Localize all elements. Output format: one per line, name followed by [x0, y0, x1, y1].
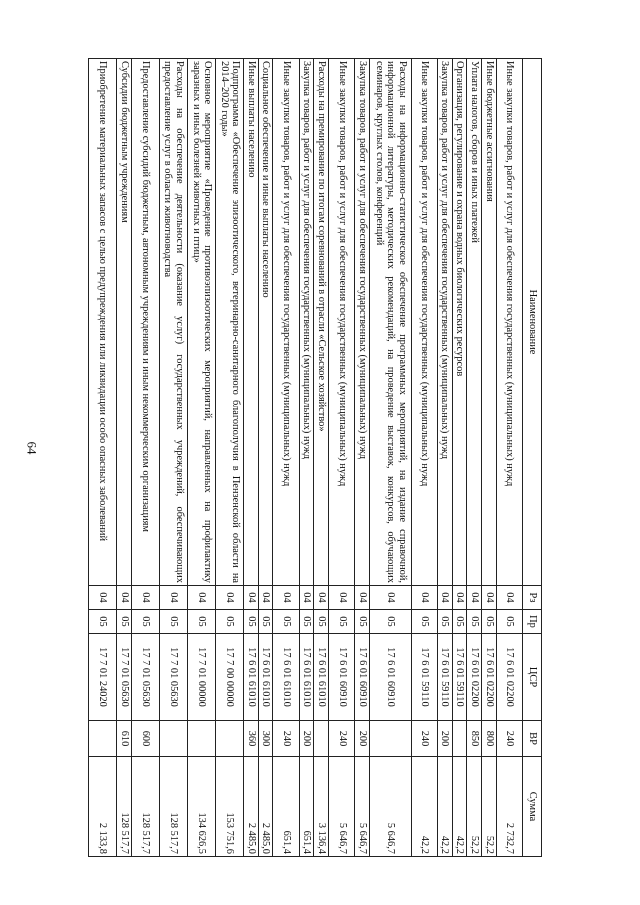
table-row: [89, 59, 117, 857]
cell-rz: 04: [244, 586, 259, 610]
cell-vr: 200: [355, 721, 370, 757]
cell-rz: 04: [482, 586, 497, 610]
cell-pr: 05: [188, 610, 216, 634]
cell-name: Основное мероприятие «Проведение противоэпизоотических мероприятий, направленных на профилактику заразных и иных болезней животных и птиц»: [188, 59, 216, 586]
cell-rz: 04: [467, 586, 482, 610]
budget-table: [88, 58, 542, 857]
rotated-table-wrapper: [88, 58, 542, 856]
cell-vr: [159, 721, 187, 757]
cell-csr: 17 7 00 00000: [216, 634, 244, 721]
cell-csr: 17 6 01 61010: [273, 634, 299, 721]
cell-sum: 2 485,0: [258, 757, 273, 857]
cell-name: Закупка товаров, работ и услуг для обеспечения государственных (муниципальных) нужд: [355, 59, 370, 586]
cell-pr: 05: [314, 610, 329, 634]
page-number: 64: [24, 441, 40, 455]
cell-name: Расходы на премирование по итогам соревнований в отрасли «Сельское хозяйство»: [314, 59, 329, 586]
cell-csr: 17 6 01 60910: [329, 634, 355, 721]
cell-rz: 04: [89, 586, 117, 610]
cell-rz: 04: [131, 586, 159, 610]
cell-pr: 05: [467, 610, 482, 634]
cell-sum: 128 517,7: [117, 757, 132, 857]
table-row: [131, 59, 159, 857]
cell-pr: 05: [258, 610, 273, 634]
cell-vr: 240: [329, 721, 355, 757]
cell-vr: [370, 721, 411, 757]
cell-csr: 17 7 01 00000: [188, 634, 216, 721]
table-row: [314, 59, 329, 857]
cell-csr: 17 6 01 60910: [370, 634, 411, 721]
cell-vr: 240: [496, 721, 522, 757]
cell-name: Иные бюджетные ассигнования: [482, 59, 497, 586]
cell-csr: 17 6 01 02200: [467, 634, 482, 721]
cell-pr: 05: [299, 610, 314, 634]
cell-csr: 17 6 01 61010: [258, 634, 273, 721]
cell-vr: [216, 721, 244, 757]
cell-pr: 05: [131, 610, 159, 634]
cell-name: Иные закупки товаров, работ и услуг для обеспечения государственных (муниципальных) нужд: [329, 59, 355, 586]
cell-name: Иные выплаты населению: [244, 59, 259, 586]
cell-name: Предоставление субсидий бюджетным, автономным учреждениям и иным некоммерческим организациям: [131, 59, 159, 586]
cell-csr: 17 6 01 61010: [299, 634, 314, 721]
cell-name: Иные закупки товаров, работ и услуг для обеспечения государственных (муниципальных) нужд: [273, 59, 299, 586]
cell-sum: 2 732,7: [496, 757, 522, 857]
cell-sum: 42,2: [411, 757, 437, 857]
header-vr: ВР: [523, 721, 542, 757]
cell-rz: 04: [329, 586, 355, 610]
table-row: [329, 59, 355, 857]
cell-pr: 05: [159, 610, 187, 634]
table-body: [89, 59, 523, 857]
cell-sum: 5 646,7: [370, 757, 411, 857]
cell-rz: 04: [314, 586, 329, 610]
cell-rz: 04: [299, 586, 314, 610]
cell-rz: 04: [355, 586, 370, 610]
cell-pr: 05: [482, 610, 497, 634]
header-pr: Пр: [523, 610, 542, 634]
cell-vr: 600: [131, 721, 159, 757]
cell-sum: 42,2: [437, 757, 452, 857]
cell-vr: 610: [117, 721, 132, 757]
cell-sum: 134 626,5: [188, 757, 216, 857]
table-row: [299, 59, 314, 857]
cell-name: Иные закупки товаров, работ и услуг для обеспечения государственных (муниципальных) нужд: [411, 59, 437, 586]
cell-sum: 2 485,0: [244, 757, 259, 857]
cell-vr: 240: [273, 721, 299, 757]
cell-csr: 17 6 01 60910: [355, 634, 370, 721]
cell-name: Иные закупки товаров, работ и услуг для обеспечения государственных (муниципальных) нужд: [496, 59, 522, 586]
table-row: [273, 59, 299, 857]
cell-vr: 200: [299, 721, 314, 757]
cell-rz: 04: [411, 586, 437, 610]
cell-csr: 17 6 01 02200: [482, 634, 497, 721]
cell-rz: 04: [496, 586, 522, 610]
cell-pr: 05: [370, 610, 411, 634]
cell-vr: 300: [258, 721, 273, 757]
cell-sum: 3 136,4: [314, 757, 329, 857]
table-row: [216, 59, 244, 857]
cell-sum: 128 517,7: [131, 757, 159, 857]
cell-pr: 05: [117, 610, 132, 634]
cell-vr: 800: [482, 721, 497, 757]
cell-pr: 05: [496, 610, 522, 634]
cell-sum: 651,4: [299, 757, 314, 857]
cell-name: Субсидии бюджетным учреждениям: [117, 59, 132, 586]
table-header-row: [523, 59, 542, 857]
cell-name: Социальное обеспечение и иные выплаты населению: [258, 59, 273, 586]
cell-csr: 17 6 01 61010: [244, 634, 259, 721]
cell-csr: 17 7 01 24020: [89, 634, 117, 721]
cell-sum: 5 646,7: [329, 757, 355, 857]
table-row: [496, 59, 522, 857]
cell-pr: 05: [89, 610, 117, 634]
cell-sum: 42,2: [452, 757, 467, 857]
table-row: [117, 59, 132, 857]
table-row: [159, 59, 187, 857]
cell-rz: 04: [159, 586, 187, 610]
cell-name: Подпрограмма «Обеспечение эпизоотического, ветеринарно-санитарного благополучия в Пензенской области на 2014–2020 годы»: [216, 59, 244, 586]
cell-vr: 200: [437, 721, 452, 757]
cell-vr: 240: [411, 721, 437, 757]
cell-rz: 04: [437, 586, 452, 610]
cell-name: Уплата налогов, сборов и иных платежей: [467, 59, 482, 586]
cell-csr: 17 6 01 59110: [411, 634, 437, 721]
table-row: [482, 59, 497, 857]
cell-vr: 850: [467, 721, 482, 757]
cell-rz: 04: [117, 586, 132, 610]
cell-csr: 17 6 01 59110: [437, 634, 452, 721]
header-csr: ЦСР: [523, 634, 542, 721]
table-row: [452, 59, 467, 857]
table-row: [437, 59, 452, 857]
cell-vr: 360: [244, 721, 259, 757]
cell-vr: [89, 721, 117, 757]
cell-csr: 17 6 01 59110: [452, 634, 467, 721]
cell-rz: 04: [370, 586, 411, 610]
cell-pr: 05: [437, 610, 452, 634]
cell-csr: 17 6 01 61010: [314, 634, 329, 721]
cell-pr: 05: [273, 610, 299, 634]
cell-pr: 05: [244, 610, 259, 634]
table-row: [467, 59, 482, 857]
cell-csr: 17 7 01 05630: [131, 634, 159, 721]
cell-pr: 05: [216, 610, 244, 634]
table-row: [244, 59, 259, 857]
table-row: [370, 59, 411, 857]
table-row: [411, 59, 437, 857]
header-sum: Сумма: [523, 757, 542, 857]
table-row: [188, 59, 216, 857]
cell-csr: 17 7 01 05630: [117, 634, 132, 721]
cell-vr: [452, 721, 467, 757]
cell-csr: 17 6 01 02200: [496, 634, 522, 721]
cell-sum: 52,2: [482, 757, 497, 857]
cell-rz: 04: [216, 586, 244, 610]
cell-pr: 05: [329, 610, 355, 634]
header-name: Наименование: [523, 59, 542, 586]
cell-sum: 128 517,7: [159, 757, 187, 857]
cell-rz: 04: [273, 586, 299, 610]
cell-sum: 2 133,8: [89, 757, 117, 857]
cell-pr: 05: [355, 610, 370, 634]
cell-sum: 5 646,7: [355, 757, 370, 857]
cell-pr: 05: [452, 610, 467, 634]
header-rz: Рз: [523, 586, 542, 610]
cell-vr: [188, 721, 216, 757]
cell-csr: 17 7 01 05630: [159, 634, 187, 721]
cell-sum: 153 751,6: [216, 757, 244, 857]
cell-name: Закупка товаров, работ и услуг для обеспечения государственных (муниципальных) нужд: [299, 59, 314, 586]
table-row: [355, 59, 370, 857]
cell-name: Расходы на обеспечение деятельности (оказание услуг) государственных учреждений, обеспечивающих предоставление услуг в области животноводства: [159, 59, 187, 586]
cell-rz: 04: [188, 586, 216, 610]
cell-rz: 04: [258, 586, 273, 610]
cell-sum: 52,2: [467, 757, 482, 857]
cell-name: Расходы на информационно-статистическое обеспечение программных мероприятий, на издание справочной, информационной литературы, методических рекомендаций, на проведение выставок, конкурсов, обучающих семинаров, круглых столов, конференций: [370, 59, 411, 586]
cell-pr: 05: [411, 610, 437, 634]
cell-name: Организация, регулирование и охрана водных биологических ресурсов: [452, 59, 467, 586]
cell-sum: 651,4: [273, 757, 299, 857]
cell-rz: 04: [452, 586, 467, 610]
table-row: [258, 59, 273, 857]
cell-vr: [314, 721, 329, 757]
cell-name: Приобретение материальных запасов с целью предупреждения или ликвидации особо опасных заболеваний: [89, 59, 117, 586]
cell-name: Закупка товаров, работ и услуг для обеспечения государственных (муниципальных) нужд: [437, 59, 452, 586]
